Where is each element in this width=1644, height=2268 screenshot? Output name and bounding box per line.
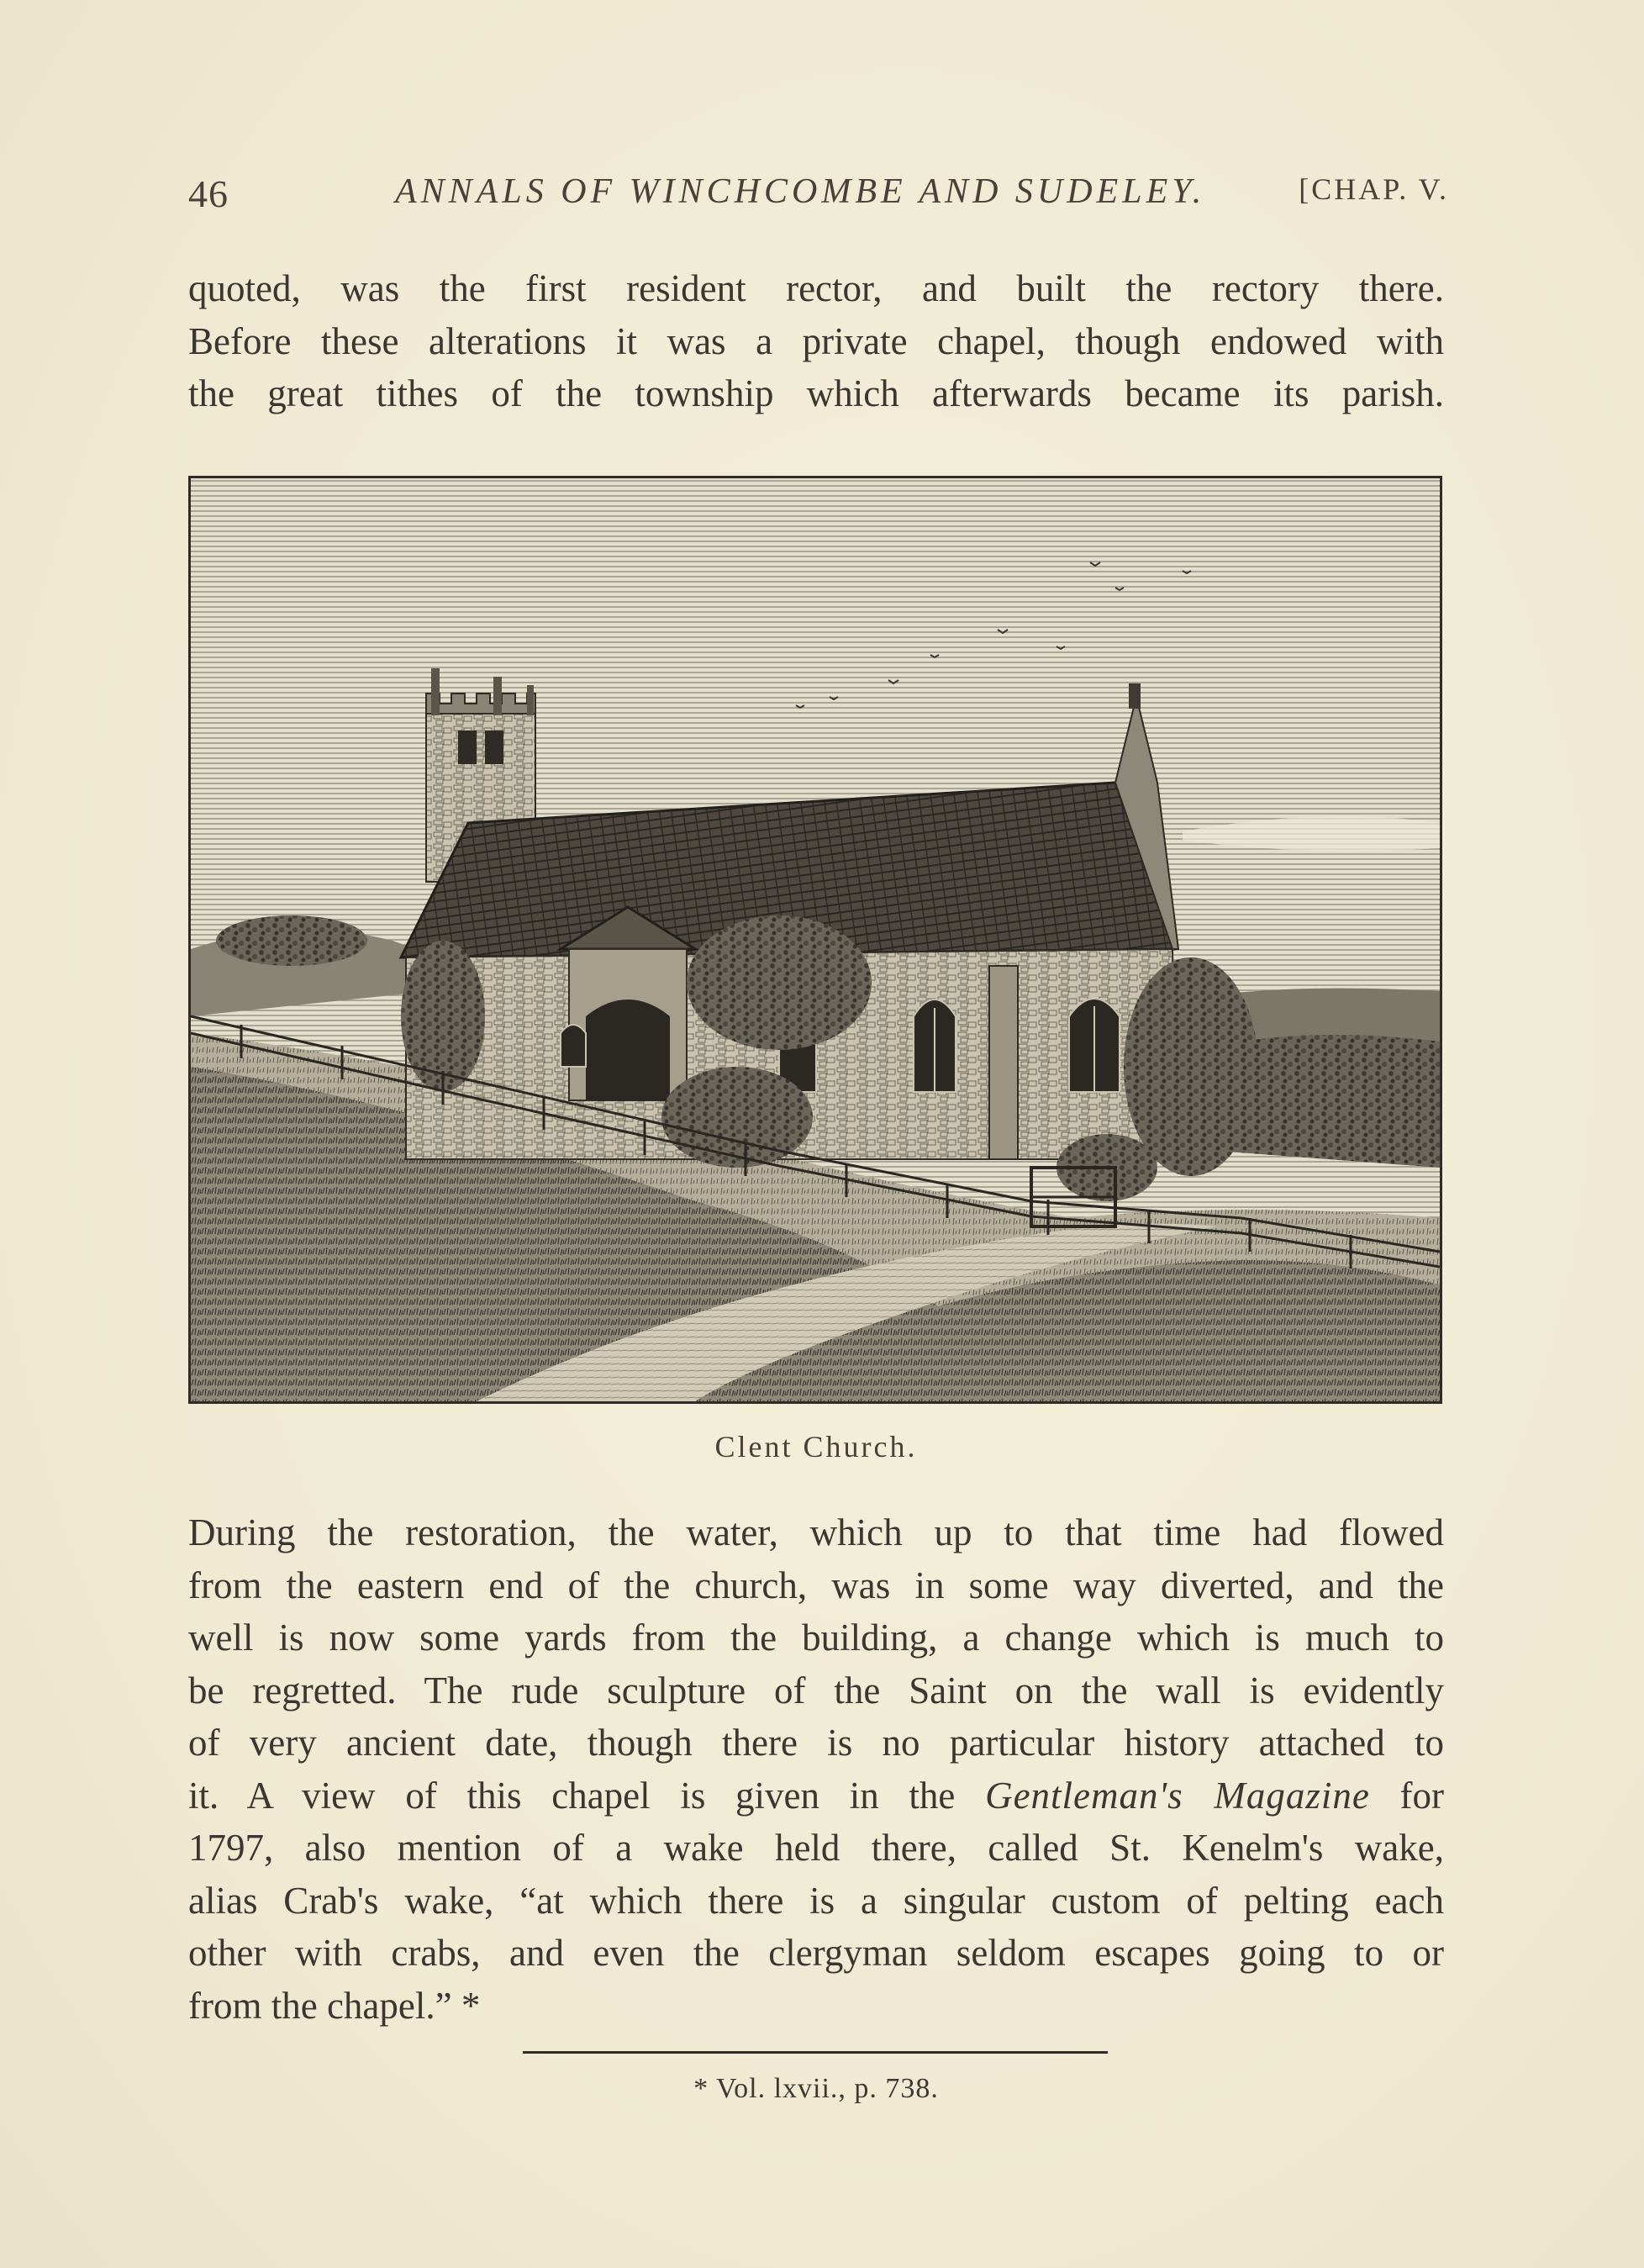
text-line: During the restoration, the water, which up to that time had flowed [188,1511,1444,1553]
text-line: from the eastern end of the church, was in some way diverted, and the [188,1564,1444,1606]
text-line: Before these alterations it was a private chapel, though endowed with [188,319,1444,362]
footnote: * Vol. lxvii., p. 738. [693,2073,939,2104]
text-line: quoted, was the first resident rector, and built the rectory there. [188,267,1444,309]
illustration-caption: Clent Church. [714,1430,918,1464]
body-paragraph [188,1506,1444,2032]
church-engraving-art [191,478,1440,1401]
chapter-reference: [CHAP. V. [1299,172,1449,206]
book-title: ANNALS OF WINCHCOMBE AND SUDELEY. [395,172,1206,211]
page-number: 46 [188,172,229,215]
magazine-title: Gentleman's Magazine [985,1774,1370,1817]
text-line: well is now some yards from the building, a change which is much to [188,1617,1444,1659]
intro-paragraph [188,262,1444,420]
text-line: from the chapel.” * [188,1984,481,2027]
text-segment: for [1369,1774,1444,1817]
text-line: be regretted. The rude sculpture of the Saint on the wall is evidently [188,1669,1444,1712]
running-head [188,168,1449,227]
text-line: the great tithes of the township which afterwards became its parish. [188,372,1444,414]
text-line [188,1770,1444,1822]
footnote-divider [523,2051,1108,2054]
text-line: other with crabs, and even the clergyman seldom escapes going to or [188,1932,1444,1974]
church-engraving [188,476,1442,1404]
text-segment: it. A view of this chapel is given in the [188,1774,986,1817]
text-line: alias Crab's wake, “at which there is a singular custom of pelting each [188,1879,1444,1922]
text-line: of very ancient date, though there is no particular history attached to [188,1722,1444,1764]
text-line: 1797, also mention of a wake held there, called St. Kenelm's wake, [188,1827,1444,1869]
